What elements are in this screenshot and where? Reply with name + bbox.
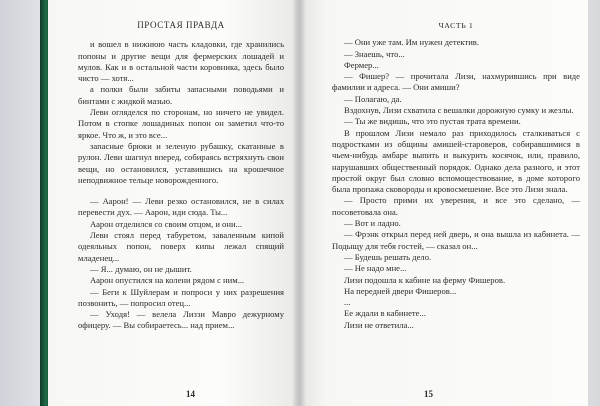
paragraph: Лизи не ответила... bbox=[344, 319, 414, 330]
paragraph: Ее ждали в кабинете... bbox=[344, 308, 426, 319]
paragraph: Леви огляделся по сторонам, но ничего не увидел. Потом в стопке лошадиных попон он заметил что-то яркое. Что ж, и это все... bbox=[78, 107, 284, 140]
left-page bbox=[48, 0, 298, 406]
paragraph: — Они уже там. Им нужен детектив. bbox=[344, 37, 480, 48]
left-page-text bbox=[78, 39, 284, 331]
right-page bbox=[300, 0, 588, 406]
paragraph: — Аарон! — Леви резко остановился, не в силах перевести дух. — Аарон, иди сюда. Ты... bbox=[78, 196, 284, 218]
paragraph: В прошлом Лизи немало раз приходилось сталкиваться с подростками из общины амишей-староверов, собиравшимися в чьем-нибудь амбаре выпить и выкурить косячок, или, правило, нарушавших общественный порядок. Однако дела разного, и этот простой округ был словно вспомоществование, в доме которого была пропажа сковороды и кровосмешение. Все это Лизи знала. bbox=[332, 127, 580, 195]
paragraph: — Фишер? — прочитала Лизи, нахмурившись при виде фамилии и адреса. — Они амиши? bbox=[332, 71, 580, 93]
paragraph: Леви стоял перед табуретом, заваленным кипой одеяльных попон, поверх кипы лежал спящий младенец... bbox=[78, 230, 284, 263]
right-page-text bbox=[332, 37, 580, 331]
paragraph: — Вот и ладно. bbox=[344, 218, 401, 229]
right-running-head: ЧАСТЬ 1 bbox=[438, 21, 474, 30]
paragraph: — Не надо мне... bbox=[344, 263, 407, 274]
paragraph: — Знаешь, что... bbox=[344, 48, 405, 59]
section-gap bbox=[78, 186, 284, 196]
paragraph: — Уходя! — велела Лиззи Мавро дежурному офицеру. — Вы собираетесь... над прием... bbox=[78, 309, 284, 331]
paragraph: — Я... думаю, он не дышит. bbox=[90, 263, 192, 274]
paragraph: — Ты же видишь, что это пустая трата времени. bbox=[344, 116, 521, 127]
paragraph: Фермер... bbox=[344, 59, 379, 70]
book-gutter-shadow bbox=[292, 0, 306, 406]
paragraph: — Полагаю, да. bbox=[344, 93, 402, 104]
paragraph: Вздохнув, Лизи схватила с вешалки дорожную сумку и жезлы. bbox=[344, 105, 574, 116]
left-page-number: 14 bbox=[186, 388, 195, 399]
paragraph: — Просто прими их уверения, и все это сделано, — посоветовала она. bbox=[332, 195, 580, 217]
paragraph: Аарон отделился со своим отцом, и они... bbox=[90, 218, 243, 229]
paragraph: ... bbox=[344, 297, 351, 308]
paragraph: — Беги к Шуйлерам и попроси у них разрешения позвонить, — попросил отец... bbox=[78, 286, 284, 308]
paragraph: Лизи подошла к кабине на ферму Фишеров. bbox=[344, 274, 506, 285]
right-page-number: 15 bbox=[424, 388, 433, 399]
paragraph: Аарон опустился на колени рядом с ним... bbox=[90, 275, 245, 286]
paragraph: — Будешь решать дело. bbox=[344, 251, 432, 262]
paragraph: На передней двери Фишеров... bbox=[344, 285, 457, 296]
left-running-head: ПРОСТАЯ ПРАВДА bbox=[137, 20, 225, 30]
paragraph: а полки были забиты запасными поводьями и бинтами с жидкой мазью. bbox=[78, 84, 284, 106]
paragraph: и вошел в нижнюю часть кладовки, где хранились попоны и другие вещи для фермерских лошадей и мулов. Как и в остальной части коровника, здесь было чисто — хотя... bbox=[78, 39, 284, 84]
paragraph: запасные брюки и зеленую рубашку, скатанные в рулон. Леви шагнул вперед, собираясь встряхнуть свои вещи, но остановился, уставившись на крошечное неподвижное тельце новорожденного. bbox=[78, 140, 284, 185]
paragraph: — Фрэнк открыл перед ней дверь, и она вышла из кабинета. — Подыщу для тебя гостей, — сказал он... bbox=[332, 229, 580, 251]
